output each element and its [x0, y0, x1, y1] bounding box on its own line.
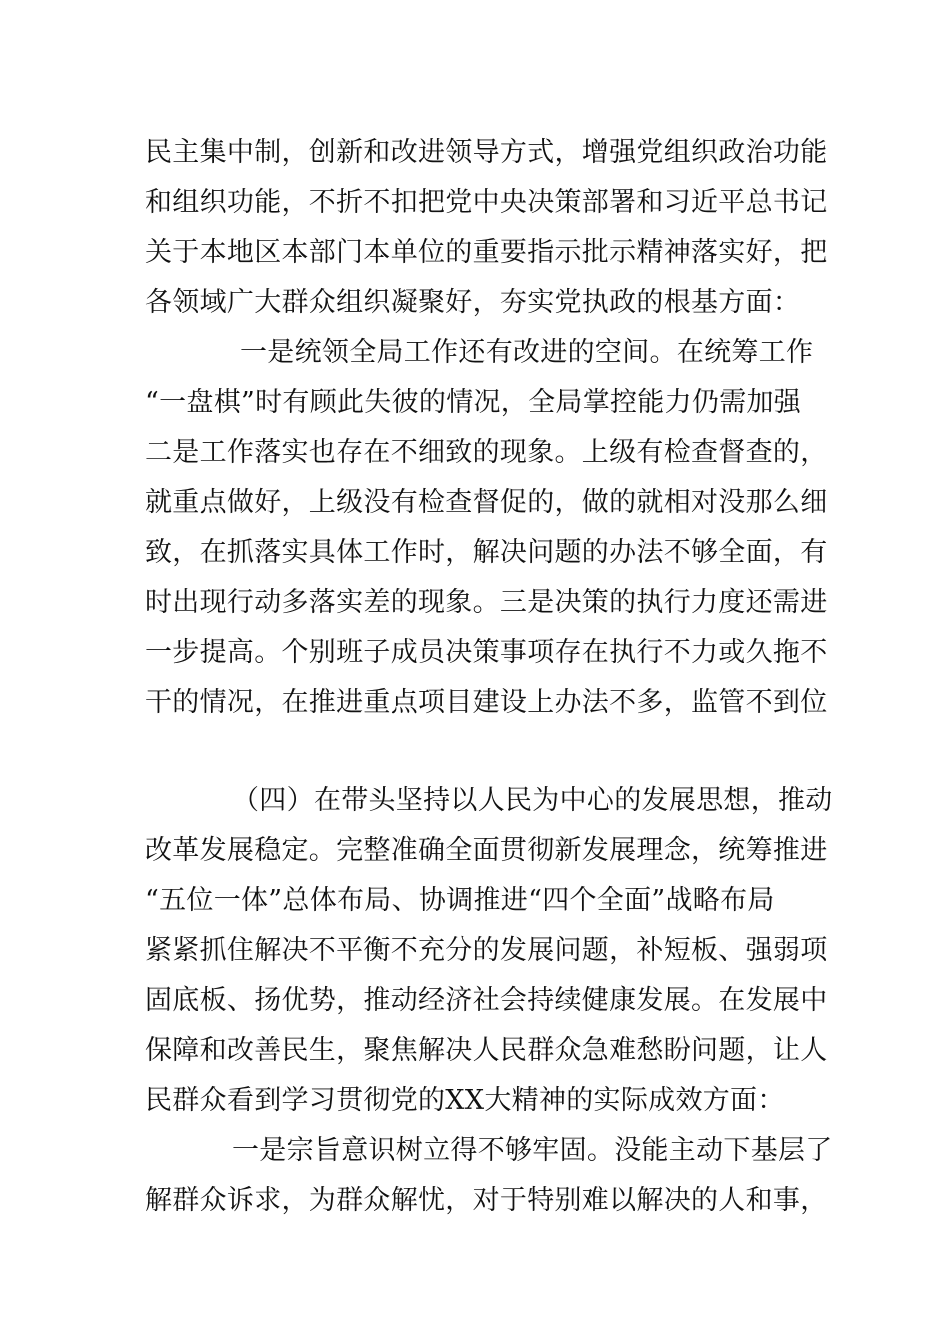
paragraph-line: 一步提高。个别班子成员决策事项存在执行不力或久拖不 — [145, 637, 828, 668]
paragraph-line: 就重点做好，上级没有检查督促的，做的就相对没那么细 — [145, 487, 828, 518]
paragraph-line: 民主集中制，创新和改进领导方式，增强党组织政治功能 — [145, 137, 828, 168]
paragraph-line: 致，在抓落实具体工作时，解决问题的办法不够全面，有 — [145, 537, 828, 568]
paragraph-line: 民群众看到学习贯彻党的XX大精神的实际成效方面： — [145, 1085, 785, 1116]
paragraph-line: 固底板、扬优势，推动经济社会持续健康发展。在发展中 — [145, 985, 828, 1016]
paragraph-line: 紧紧抓住解决不平衡不充分的发展问题，补短板、强弱项 — [145, 935, 828, 966]
paragraph-line: 和组织功能，不折不扣把党中央决策部署和习近平总书记 — [145, 187, 828, 218]
paragraph-line: 干的情况，在推进重点项目建设上办法不多，监管不到位 — [145, 687, 828, 718]
paragraph-line: 改革发展稳定。完整准确全面贯彻新发展理念，统筹推进 — [145, 835, 828, 866]
paragraph-line: 关于本地区本部门本单位的重要指示批示精神落实好，把 — [145, 237, 828, 268]
paragraph-line: “五位一体”总体布局、协调推进“四个全面”战略布局 — [145, 885, 775, 916]
paragraph-line: 保障和改善民生，聚焦解决人民群众急难愁盼问题，让人 — [145, 1035, 828, 1066]
paragraph-line: 一是宗旨意识树立得不够牢固。没能主动下基层了 — [232, 1135, 833, 1166]
paragraph-line: 解群众诉求，为群众解忧，对于特别难以解决的人和事， — [145, 1185, 828, 1216]
section-heading-line: （四）在带头坚持以人民为中心的发展思想，推动 — [232, 785, 833, 816]
paragraph-line: “一盘棋”时有顾此失彼的情况，全局掌控能力仍需加强 — [145, 387, 802, 418]
paragraph-line: 一是统领全局工作还有改进的空间。在统筹工作 — [240, 337, 814, 368]
paragraph-line: 二是工作落实也存在不细致的现象。上级有检查督查的， — [145, 437, 828, 468]
paragraph-line: 各领域广大群众组织凝聚好，夯实党执政的根基方面： — [145, 287, 801, 318]
paragraph-line: 时出现行动多落实差的现象。三是决策的执行力度还需进 — [145, 587, 828, 618]
